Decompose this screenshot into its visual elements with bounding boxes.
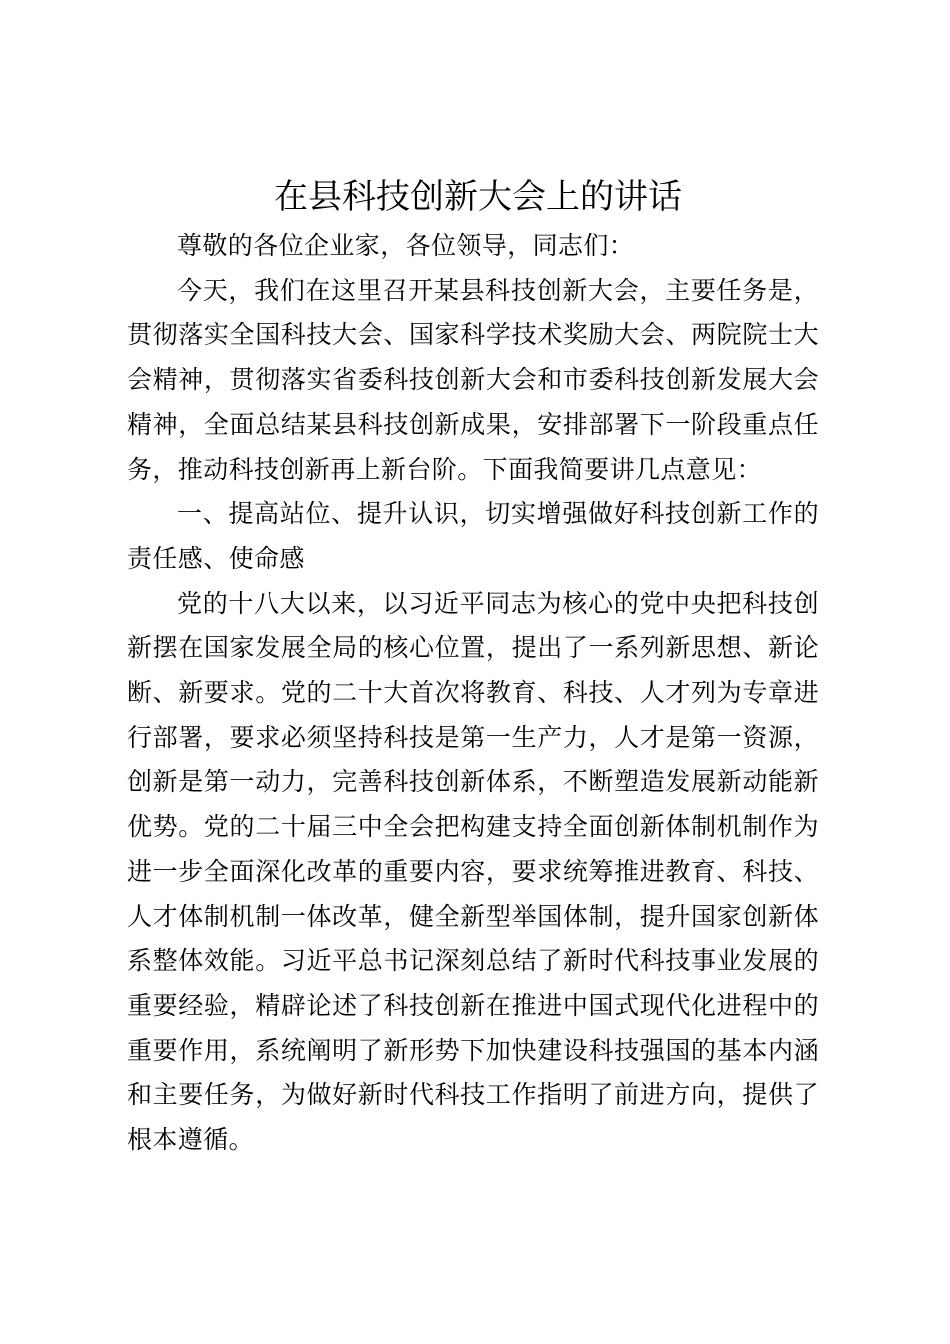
document-page	[127, 172, 819, 1163]
section-paragraph: 党的十八大以来，以习近平同志为核心的党中央把科技创新摆在国家发展全局的核心位置，提出了一系列新思想、新论断、新要求。党的二十大首次将教育、科技、人才列为专章进行部署，要求必须坚持科技是第一生产力，人才是第一资源，创新是第一动力，完善科技创新体系，不断塑造发展新动能新优势。党的二十届三中全会把构建支持全面创新体制机制作为进一步全面深化改革的重要内容，要求统筹推进教育、科技、人才体制机制一体改革，健全新型举国体制，提升国家创新体系整体效能。习近平总书记深刻总结了新时代科技事业发展的重要经验，精辟论述了科技创新在推进中国式现代化进程中的重要作用，系统阐明了新形势下加快建设科技强国的基本内涵和主要任务，为做好新时代科技工作指明了前进方向，提供了根本遵循。	[127, 588, 819, 1155]
section-heading: 一、提高站位、提升认识，切实增强做好科技创新工作的责任感、使命感	[127, 499, 819, 573]
intro-paragraph: 今天，我们在这里召开某县科技创新大会，主要任务是，贯彻落实全国科技大会、国家科学技术奖励大会、两院院士大会精神，贯彻落实省委科技创新大会和市委科技创新发展大会精神，全面总结某县科技创新成果，安排部署下一阶段重点任务，推动科技创新再上新台阶。下面我简要讲几点意见：	[127, 275, 819, 484]
document-title: 在县科技创新大会上的讲话	[274, 177, 682, 217]
salutation: 尊敬的各位企业家，各位领导，同志们：	[177, 231, 635, 260]
